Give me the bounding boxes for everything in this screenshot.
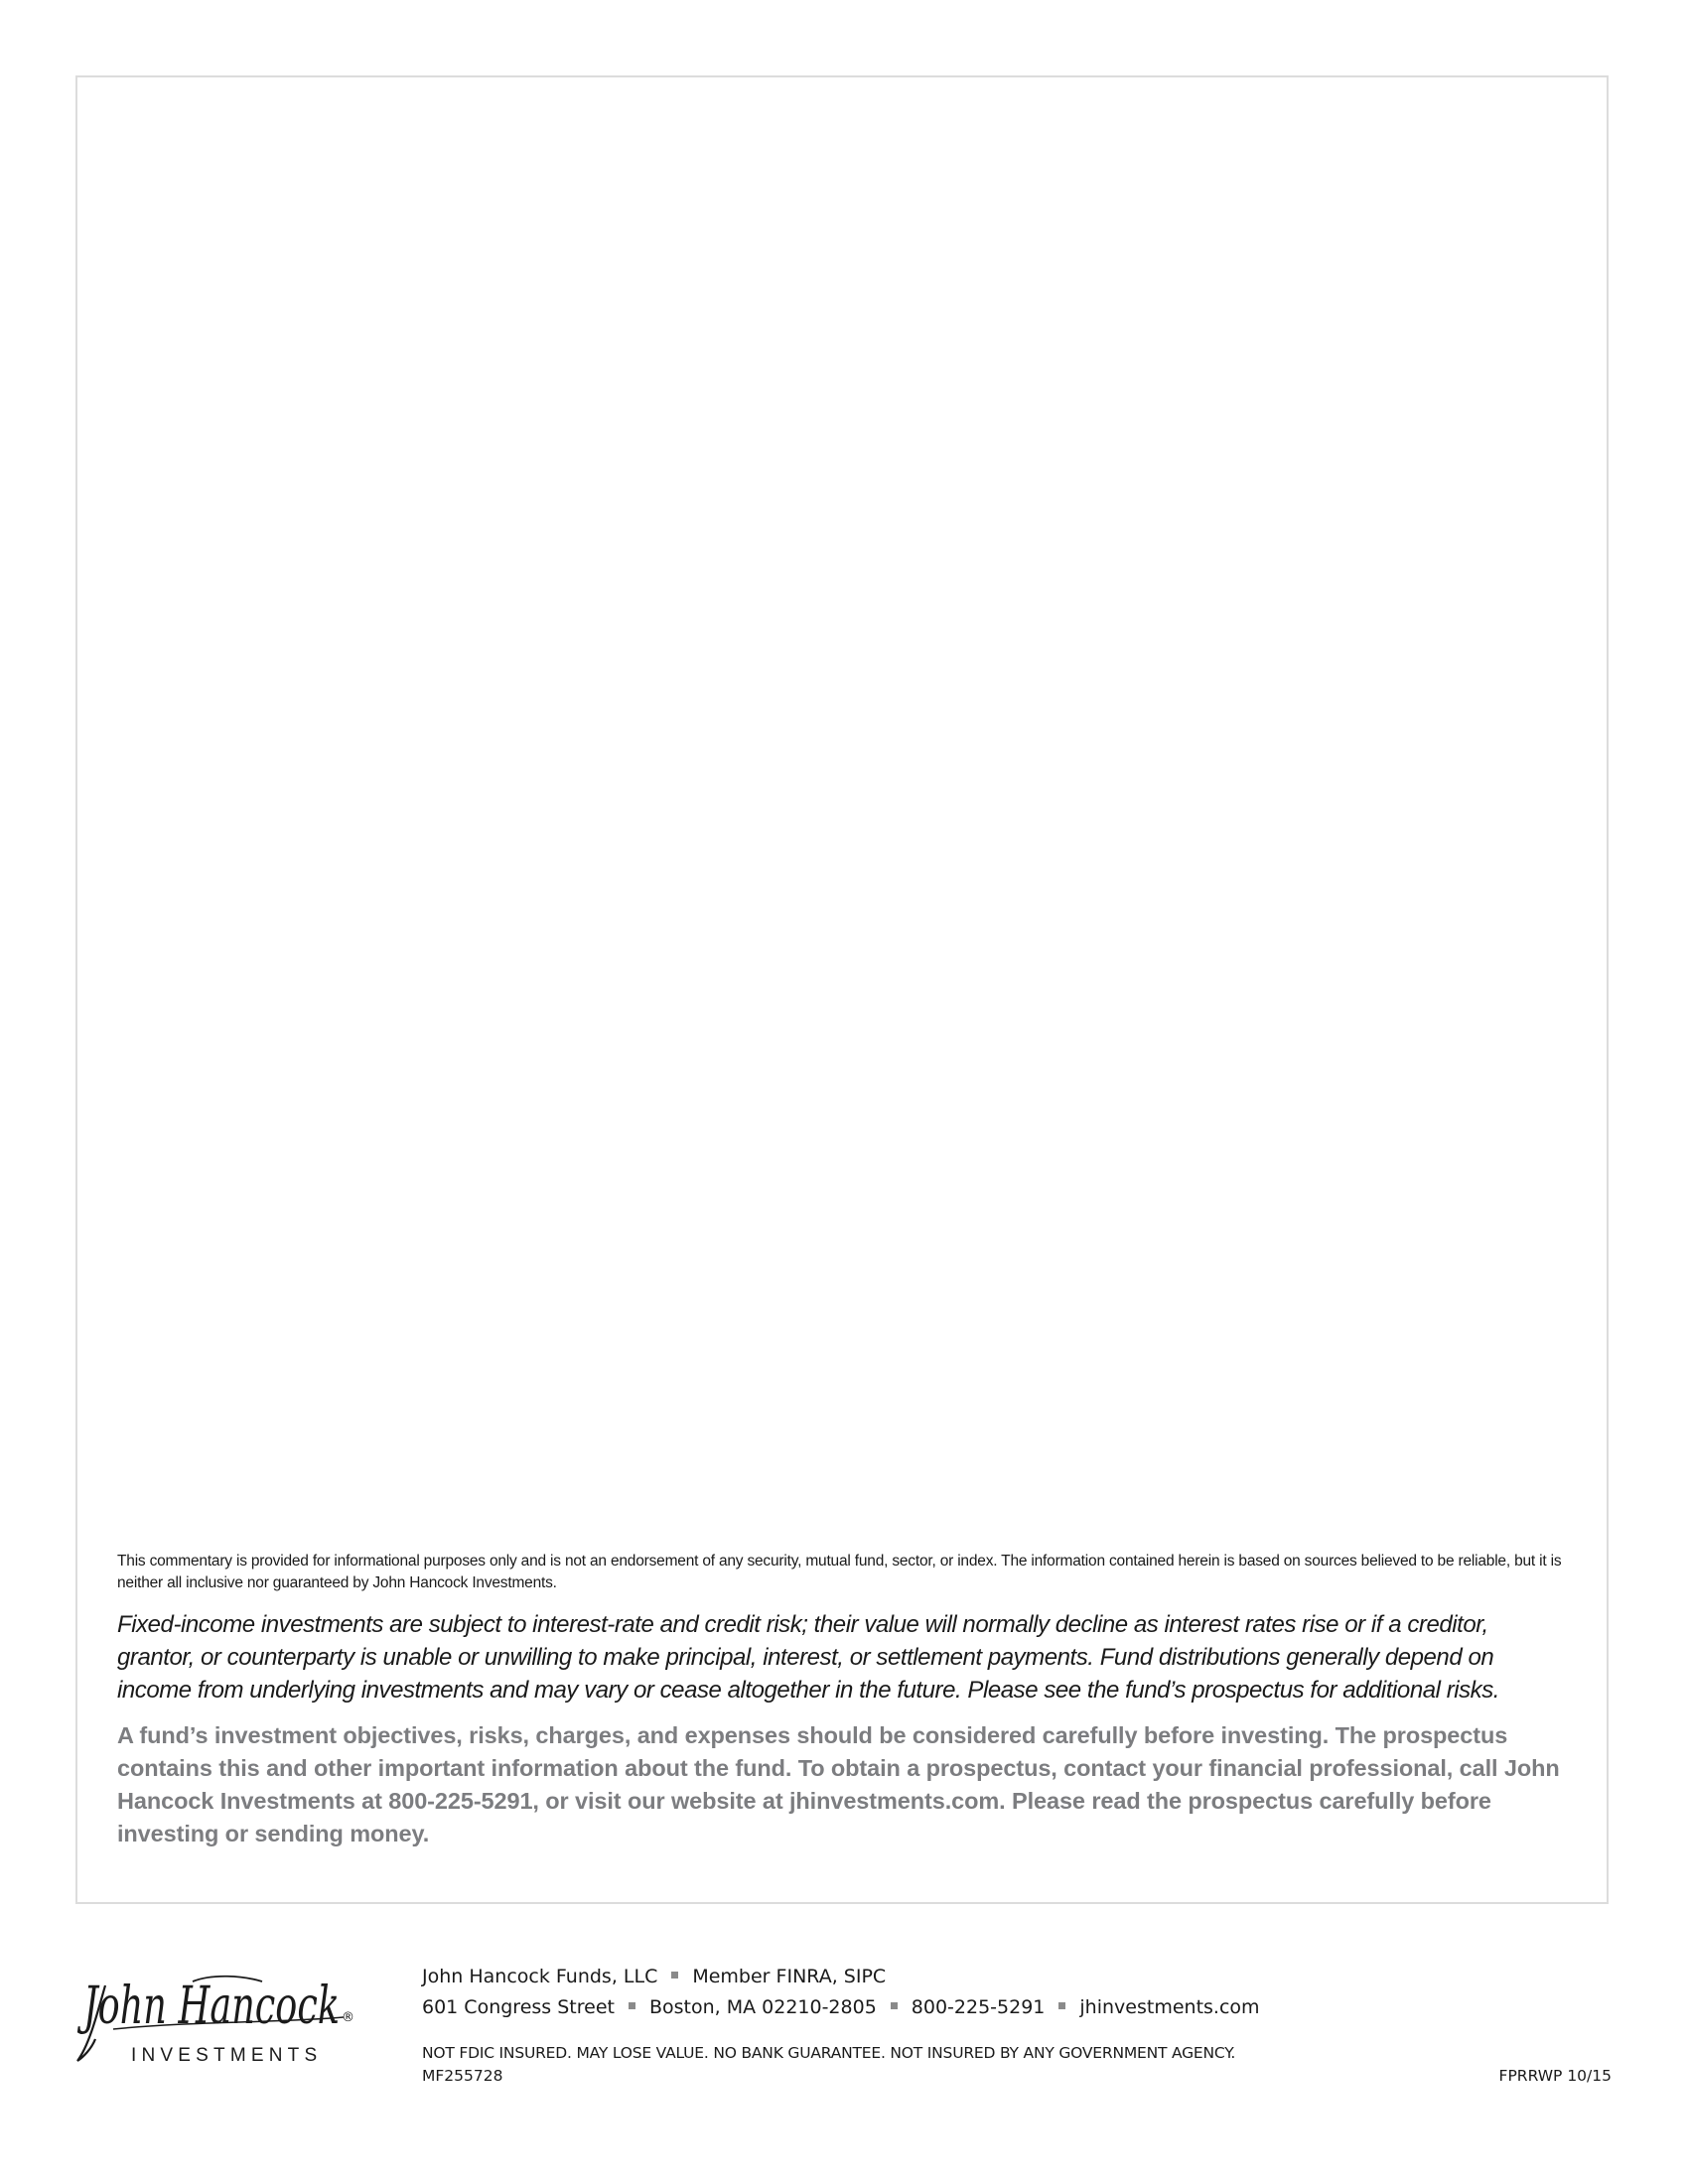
footer-company-line bbox=[422, 1966, 1614, 1996]
footer-code-line bbox=[422, 2066, 1612, 2086]
logo-registered-mark: ® bbox=[342, 2010, 354, 2025]
separator-square-icon bbox=[629, 2002, 635, 2009]
prospectus-statement: A fund’s investment objectives, risks, charges, and expenses should be considered carefully before investing. The prospectus contains this and other important information about the fund. To obtain a prospectus, contact your financial professional, call John Hancock Investments at 800-225-5291, or visit our website at jhinvestments.com. Please read the prospectus carefully before investing or sending money. bbox=[117, 1722, 1560, 1846]
risk-statement: Fixed-income investments are subject to interest-rate and credit risk; their value will normally decline as interest rates rise or if a creditor, grantor, or counterparty is unable or unwilling to make principal, interest, or settlement payments. Fund distributions generally depend on income from underlying investments and may vary or cease altogether in the future. Please see the fund’s prospectus for additional risks. bbox=[117, 1611, 1500, 1704]
commentary-disclaimer: This commentary is provided for informational purposes only and is not an endorsement of any security, mutual fund, sector, or index. The information contained herein is based on sources believed to be reliable, but it is neither all inclusive nor guaranteed by John Hancock Investments. bbox=[117, 1553, 1562, 1591]
logo-script-text: John Hancock bbox=[76, 1977, 340, 2036]
john-hancock-logo bbox=[73, 1964, 361, 2073]
street-address: 601 Congress Street bbox=[422, 1996, 615, 2018]
company-name: John Hancock Funds, LLC bbox=[422, 1966, 658, 1987]
form-number: FPRRWP 10/15 bbox=[1498, 2067, 1612, 2085]
phone-number: 800-225-5291 bbox=[911, 1996, 1046, 2018]
separator-square-icon bbox=[891, 2002, 898, 2009]
logo-subtitle: INVESTMENTS bbox=[131, 2045, 323, 2066]
document-code: MF255728 bbox=[422, 2067, 503, 2085]
footer-address-line bbox=[422, 1996, 1614, 2027]
membership-text: Member FINRA, SIPC bbox=[692, 1966, 887, 1987]
city-address: Boston, MA 02210-2805 bbox=[648, 1996, 877, 2018]
disclosures-section bbox=[117, 1551, 1567, 1850]
footer-info bbox=[422, 1966, 1614, 2086]
fdic-notice: NOT FDIC INSURED. MAY LOSE VALUE. NO BANK GUARANTEE. NOT INSURED BY ANY GOVERNMENT AGENCY. bbox=[422, 2044, 1236, 2062]
website-text: jhinvestments.com bbox=[1079, 1996, 1260, 2018]
separator-square-icon bbox=[671, 1972, 678, 1979]
separator-square-icon bbox=[1058, 2002, 1065, 2009]
